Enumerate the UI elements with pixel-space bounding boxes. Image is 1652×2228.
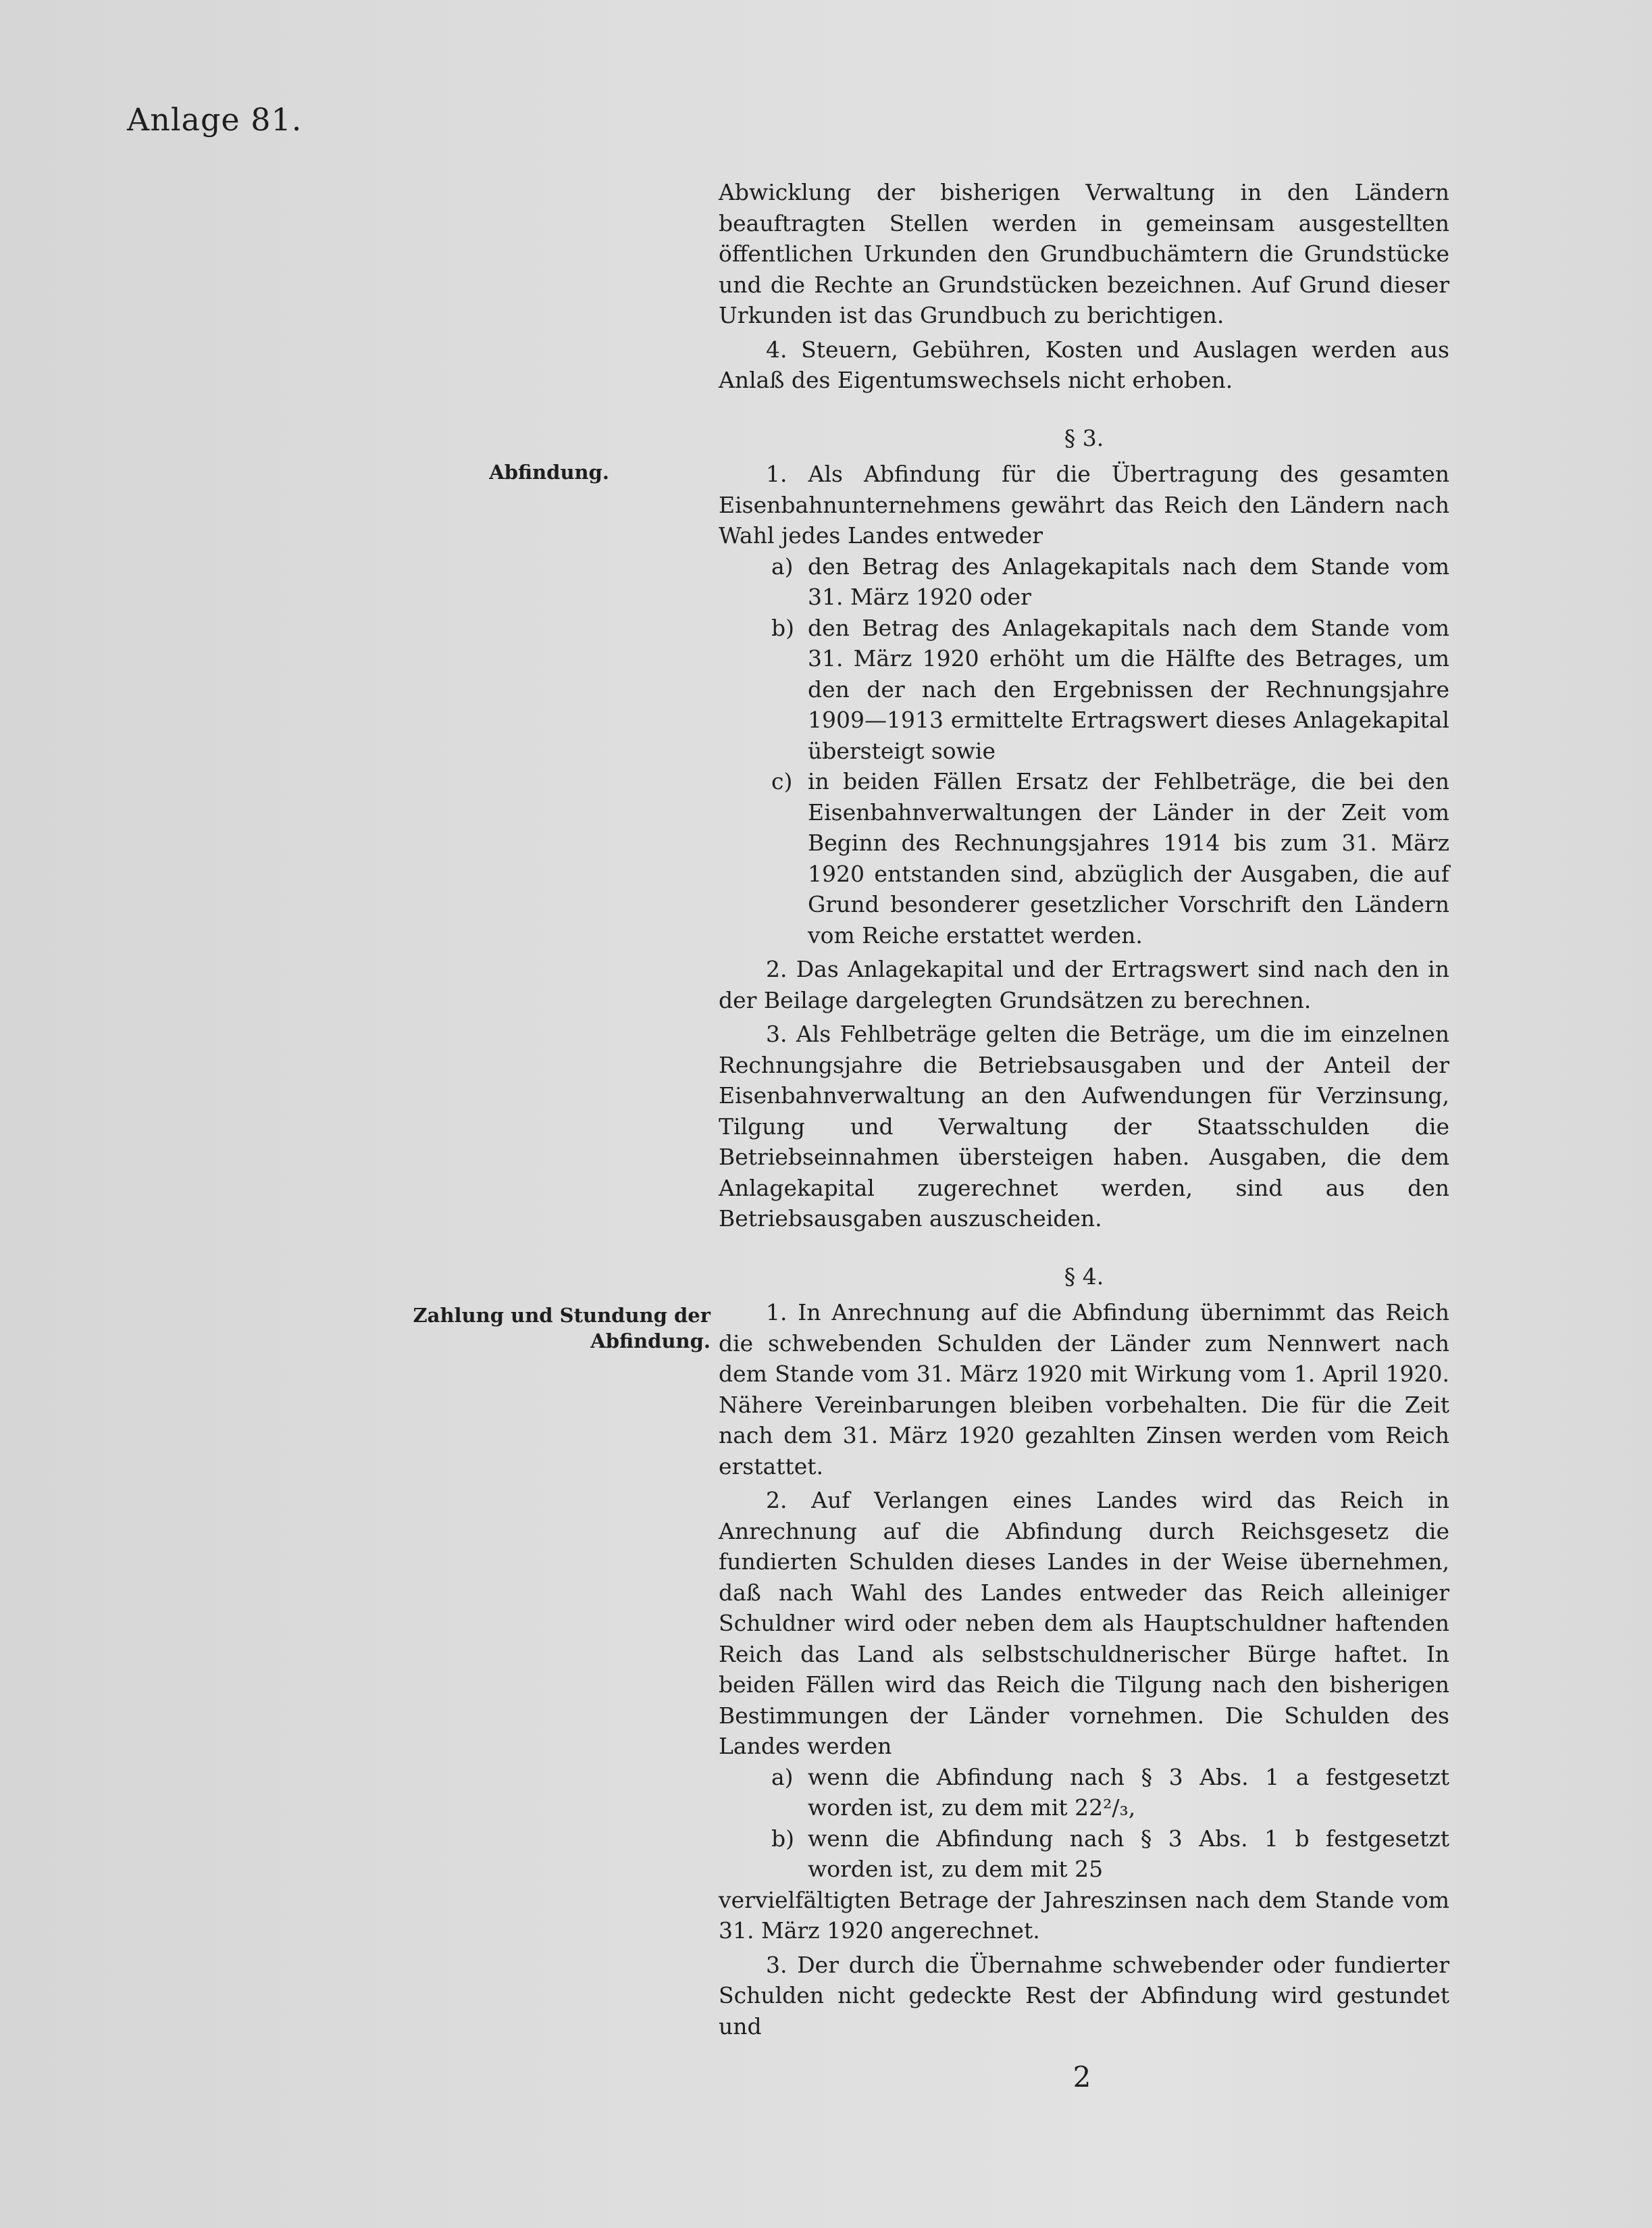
margin-note-abfindung: Abfindung. bbox=[489, 461, 609, 484]
intro-paragraph: Abwicklung der bisherigen Verwaltung in den Ländern beauftragten Stellen werden in gemeinsam ausgestellten öffentlichen Urkunden den Grundbuchämtern die Grundstücke und die Rechte an Grundstücken bezeichnen. Auf Grund dieser Urkunden ist das Grundbuch zu berichtigen. bbox=[719, 179, 1449, 328]
section-4-item-b bbox=[719, 1823, 1449, 1885]
section-3-item-b bbox=[719, 613, 1449, 767]
page-number: 2 bbox=[1073, 2060, 1091, 2094]
item-label: b) bbox=[771, 1825, 794, 1852]
item-text: wenn die Abfindung nach § 3 Abs. 1 a festgesetzt worden ist, zu dem mit 22²/₃, bbox=[808, 1763, 1449, 1821]
margin-note-zahlung: Zahlung und Stundung der Abfindung. bbox=[413, 1304, 711, 1352]
paragraph-4: 4. Steuern, Gebühren, Kosten und Auslagen werden aus Anlaß des Eigentumswechsels nicht erhoben. bbox=[719, 336, 1449, 393]
section-3-item-a bbox=[719, 551, 1449, 613]
page-header: Anlage 81. bbox=[127, 101, 303, 138]
main-text-column bbox=[719, 177, 1449, 2042]
item-text: in beiden Fällen Ersatz der Fehlbeträge, die bei den Eisenbahnverwaltungen der Länder in der Zeit vom Beginn des Rechnungsjahres 1914 bis zum 31. März 1920 entstanden sind, abzüglich der Ausgaben, die auf Grund besonderer gesetzlicher Vorschrift den Ländern vom Reiche erstattet werden. bbox=[808, 768, 1449, 948]
item-label: a) bbox=[771, 553, 794, 580]
section-3-paragraph-1: 1. Als Abfindung für die Übertragung des gesamten Eisenbahnunternehmens gewährt das Reich den Ländern nach Wahl jedes Landes entweder bbox=[719, 461, 1449, 549]
item-text: wenn die Abfindung nach § 3 Abs. 1 b festgesetzt worden ist, zu dem mit 25 bbox=[808, 1825, 1449, 1882]
item-text: den Betrag des Anlagekapitals nach dem Stande vom 31. März 1920 erhöht um die Hälfte des Betrages, um den der nach den Ergebnissen der Rechnungsjahre 1909—1913 ermittelte Ertragswert dieses Anlagekapital übersteigt sowie bbox=[808, 614, 1449, 764]
section-3-item-c bbox=[719, 766, 1449, 951]
section-4-paragraph-3: 3. Der durch die Übernahme schwebender oder fundierter Schulden nicht gedeckte Rest der Abfindung wird gestundet und bbox=[719, 1951, 1449, 2040]
item-label: b) bbox=[771, 614, 794, 641]
section-3-paragraph-2: 2. Das Anlagekapital und der Ertragswert sind nach den in der Beilage dargelegten Grundsätzen zu berechnen. bbox=[719, 956, 1449, 1013]
item-label: a) bbox=[771, 1763, 794, 1790]
section-4-tail: vervielfältigten Betrage der Jahreszinsen nach dem Stande vom 31. März 1920 angerechnet. bbox=[719, 1886, 1449, 1944]
section-3-paragraph-3: 3. Als Fehlbeträge gelten die Beträge, um die im einzelnen Rechnungsjahre die Betriebsausgaben und der Anteil der Eisenbahnverwaltung an den Aufwendungen für Verzinsung, Tilgung und Verwaltung der Staatsschulden die Betriebseinnahmen übersteigen haben. Ausgaben, die dem Anlagekapital zugerechnet werden, sind aus den Betriebsausgaben auszuscheiden. bbox=[719, 1021, 1449, 1232]
item-label: c) bbox=[771, 768, 793, 794]
item-text: den Betrag des Anlagekapitals nach dem Stande vom 31. März 1920 oder bbox=[808, 553, 1449, 610]
section-3-heading: § 3. bbox=[1064, 424, 1104, 451]
section-4-paragraph-1: 1. In Anrechnung auf die Abfindung übernimmt das Reich die schwebenden Schulden der Länder zum Nennwert nach dem Stande vom 31. März 1920 mit Wirkung vom 1. April 1920. Nähere Vereinbarungen bleiben vorbehalten. Die für die Zeit nach dem 31. März 1920 gezahlten Zinsen werden vom Reich erstattet. bbox=[719, 1299, 1449, 1479]
section-4-paragraph-2: 2. Auf Verlangen eines Landes wird das Reich in Anrechnung auf die Abfindung durch Reichsgesetz die fundierten Schulden dieses Landes in der Weise übernehmen, daß nach Wahl des Landes entweder das Reich alleiniger Schuldner wird oder neben dem als Hauptschuldner haftenden Reich das Land als selbstschuldnerischer Bürge haftet. In beiden Fällen wird das Reich die Tilgung nach den bisherigen Bestimmungen der Länder vornehmen. Die Schulden des Landes werden bbox=[719, 1487, 1449, 1759]
section-4-heading: § 4. bbox=[1064, 1263, 1104, 1290]
section-4-item-a bbox=[719, 1762, 1449, 1823]
